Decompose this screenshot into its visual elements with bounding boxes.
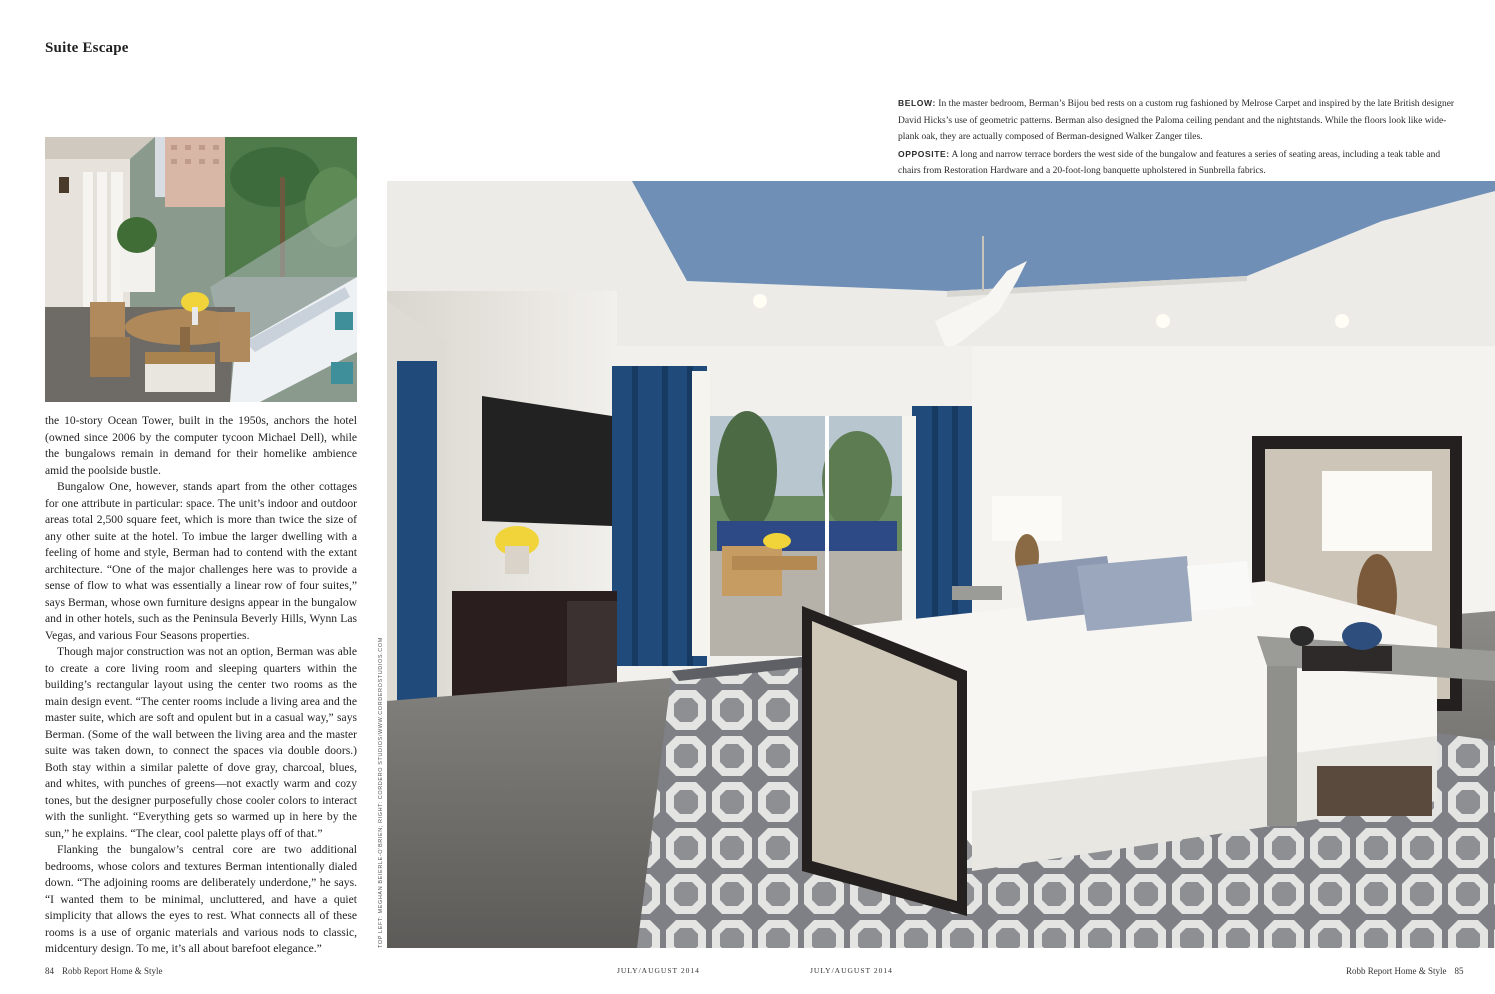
right-folio	[1346, 966, 1464, 976]
caption-below-text: In the master bedroom, Berman’s Bijou bed rests on a custom rug fashioned by Melrose Carpet and inspired by the late British designer David Hicks’s use of geometric patterns. Berman also designed the Paloma ceiling pendant and the nightstands. While the floors look like wide-plank oak, they are actually composed of Berman-designed Walker Zanger tiles.	[898, 99, 1455, 142]
article-body	[45, 413, 357, 958]
left-page-number: 84	[45, 966, 54, 976]
left-folio	[45, 966, 163, 976]
right-page-number: 85	[1454, 966, 1464, 976]
article-paragraph: Flanking the bungalow’s central core are two additional bedrooms, whose colors and textures Berman intentionally dialed down. “The adjoining rooms are deliberately underdone,” he says. “I wanted them to be minimal, uncluttered, and have a quiet simplicity that allows the eyes to rest. What connects all of these rooms is a use of organic materials and various nods to classic, midcentury design. To me, it’s all about barefoot elegance.”	[45, 843, 357, 955]
caption-opposite	[898, 146, 1458, 180]
photo-credit: TOP LEFT: MEGHAN BEIERLE-O’BRIEN; RIGHT: CORDERO STUDIOS/WWW.CORDEROSTUDIOS.COM	[378, 637, 384, 948]
caption-below	[898, 95, 1458, 146]
right-publication: Robb Report Home & Style	[1346, 966, 1447, 976]
bedroom-photo	[387, 181, 1495, 948]
left-date: JULY/AUGUST 2014	[617, 966, 700, 975]
right-date: JULY/AUGUST 2014	[810, 966, 893, 975]
caption-opposite-text: A long and narrow terrace borders the west side of the bungalow and features a series of seating areas, including a teak table and chairs from Restoration Hardware and a 20-foot-long banquette upholstered in Sunbrella fabrics.	[898, 149, 1441, 176]
terrace-photo	[45, 137, 357, 402]
left-publication: Robb Report Home & Style	[62, 966, 163, 976]
article-paragraph: the 10-story Ocean Tower, built in the 1950s, anchors the hotel (owned since 2006 by the computer tycoon Michael Dell), while the bungalows remain in demand for their homelike ambience amid the poolside bustle.	[45, 414, 357, 477]
terrace-photo-illustration	[45, 137, 357, 402]
article-paragraph: Bungalow One, however, stands apart from the other cottages for one attribute in particular: space. The unit’s indoor and outdoor areas total 2,500 square feet, which is more than twice the size of any other suite at the hotel. To imbue the larger dwelling with a feeling of home and style, Berman had to contend with the extant architecture. “One of the major challenges here was to provide a sense of flow to what was essentially a linear row of four suites,” says Berman, whose own furniture designs appear in the bungalow and in other hotels, such as the Peninsula Beverly Hills, Wynn Las Vegas, and various Four Seasons properties.	[45, 480, 357, 642]
section-title: Suite Escape	[45, 40, 129, 56]
article-paragraph: Though major construction was not an option, Berman was able to create a core living room and sleeping quarters within the building’s rectangular layout using the center two rooms as the main design event. “The center rooms include a living area and the master suite, which are soft and opulent but in a casual way,” says Berman. (Some of the wall between the living area and the master suite was taken down, to connect the spaces via double doors.) Both stay within a similar palette of dove gray, charcoal, blues, and whites, with punches of greens—not exactly warm and cozy tones, but the designer purposefully chose cooler colors to interact with the sunlight. “Everything gets so warmed up in here by the sun,” he explains. “The clear, cool palette plays off of that.”	[45, 645, 357, 840]
bedroom-photo-illustration	[387, 181, 1495, 948]
caption-opposite-label: OPPOSITE:	[898, 148, 950, 159]
photo-caption	[898, 95, 1458, 180]
caption-below-label: BELOW:	[898, 98, 936, 108]
